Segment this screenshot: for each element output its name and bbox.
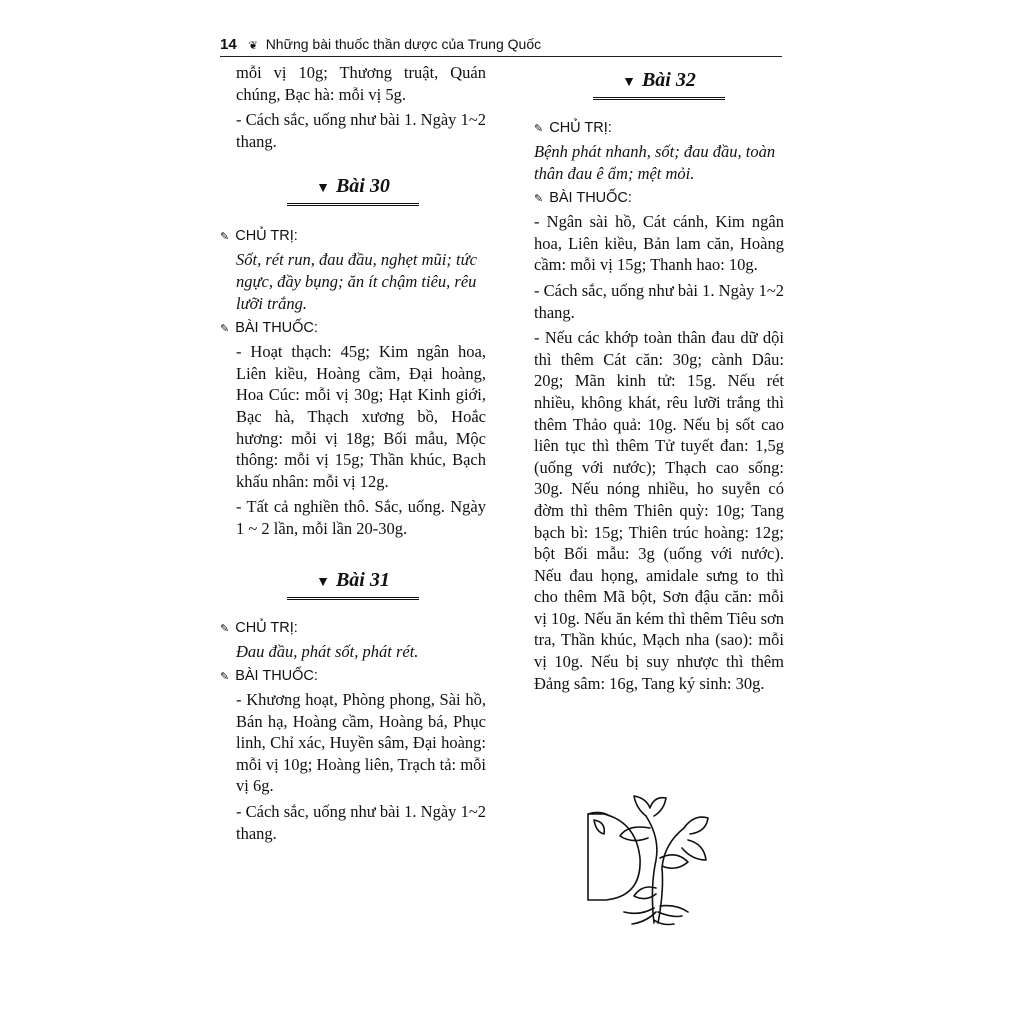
chu-tri-label: ✎ CHỦ TRỊ: [220, 228, 298, 245]
left-column [220, 62, 486, 848]
chu-tri-text-bai32: Bệnh phát nhanh, sốt; đau đầu, toàn thân đau ê ẩm; mệt mỏi. [534, 142, 776, 183]
herb-plant-illustration [584, 788, 724, 928]
chu-tri-text-bai31: Đau đầu, phát sốt, phát rét. [236, 641, 419, 661]
pointer-icon: ✎ [534, 123, 544, 135]
section-title-bai31: ▼ Bài 31 [287, 568, 419, 600]
bai-thuoc-label: ✎ BÀI THUỐC: [220, 668, 318, 685]
continuation-text-1: mỗi vị 10g; Thương truật, Quán chúng, Bạc hà: mỗi vị 5g. [236, 63, 486, 104]
pointer-icon: ✎ [534, 193, 544, 206]
chu-tri-text-bai30: Sốt, rét run, đau đầu, nghẹt mũi; tức ngực, đầy bụng; ăn ít chậm tiêu, rêu lưỡi trắng. [236, 250, 477, 313]
prescription-bai32-2: - Cách sắc, uống như bài 1. Ngày 1~2 thang. [534, 280, 784, 322]
running-header [220, 36, 782, 57]
prescription-bai32-1: - Ngân sài hồ, Cát cánh, Kim ngân hoa, Liên kiều, Bản lam căn, Hoàng cầm: mỗi vị 15g; Thanh hao: 10g. [534, 212, 784, 275]
continuation-text-2: - Cách sắc, uống như bài 1. Ngày 1~2 thang. [236, 110, 486, 151]
pointer-icon: ✎ [220, 671, 230, 684]
book-title: Những bài thuốc thần dược của Trung Quốc [265, 36, 542, 52]
right-column [534, 62, 784, 698]
page-number: 14 [220, 36, 237, 53]
prescription-bai30-1: - Hoạt thạch: 45g; Kim ngân hoa, Liên kiều, Hoàng cầm, Đại hoàng, Hoa Cúc: mỗi vị 30g; Hạt Kinh giới, Bạc hà, Thạch xương bồ, Hoắc hương: mỗi vị 18g; Bối mẫu, Mộc thông: mỗi vị 15g; Thần khúc, Bạch khấu nhân: mỗi vị 12g. [236, 342, 486, 491]
prescription-bai30-2: - Tất cả nghiền thô. Sắc, uống. Ngày 1 ~ 2 lần, mỗi lần 20-30g. [236, 497, 486, 538]
chu-tri-label: ✎ CHỦ TRỊ: [534, 120, 612, 136]
caduceus-icon: ▼ [316, 181, 330, 197]
pointer-icon: ✎ [220, 231, 230, 244]
bai-thuoc-label: ✎ BÀI THUỐC: [220, 320, 318, 337]
prescription-bai31-1: - Khương hoạt, Phòng phong, Sài hồ, Bán hạ, Hoàng cầm, Hoàng bá, Phục linh, Chỉ xác, Huyền sâm, Đại hoàng: mỗi vị 10g; Hoàng liên, Trạch tả: mỗi vị 6g. [236, 690, 486, 796]
section-title-bai32: ▼ Bài 32 [593, 68, 725, 100]
caduceus-icon: ▼ [316, 574, 330, 590]
pointer-icon: ✎ [220, 622, 230, 635]
bai-thuoc-label: ✎ BÀI THUỐC: [534, 190, 632, 207]
section-title-bai30: ▼ Bài 30 [287, 174, 419, 206]
prescription-bai31-2: - Cách sắc, uống như bài 1. Ngày 1~2 thang. [236, 802, 486, 843]
prescription-bai32-3: - Nếu các khớp toàn thân đau dữ dội thì thêm Cát căn: 30g; cành Dâu: 20g; Mãn kinh tử: 15g. Nếu rét nhiều, không khát, rêu lưỡi trắng thì thêm Thảo quả: 10g. Nếu bị sốt cao liên tục thì thêm Tử tuyết đan: 1,5g (uống với nước); Thạch cao sống: 30g. Nếu nóng nhiều, ho suyễn có đờm thì thêm Thiên quỳ: 10g; Tang bạch bì: 15g; Thiên trúc hoàng: 12g; bột Bối mẫu: 3g (uống với nước). Nếu đau họng, amidale sưng to thì cho thêm Mã bột, Sơn đậu căn: mỗi vị 10g. Nếu ăn kém thì thêm Tiêu sơn tra, Thần khúc, Mạch nha (sao): mỗi vị 10g. Nếu bị suy nhược thì thêm Đảng sâm: 16g, Tang ký sinh: 30g. [534, 328, 784, 693]
pointer-icon: ✎ [220, 323, 230, 336]
header-ornament: ❦ [248, 40, 258, 52]
caduceus-icon: ▼ [622, 75, 636, 90]
chu-tri-label: ✎ CHỦ TRỊ: [220, 619, 298, 636]
